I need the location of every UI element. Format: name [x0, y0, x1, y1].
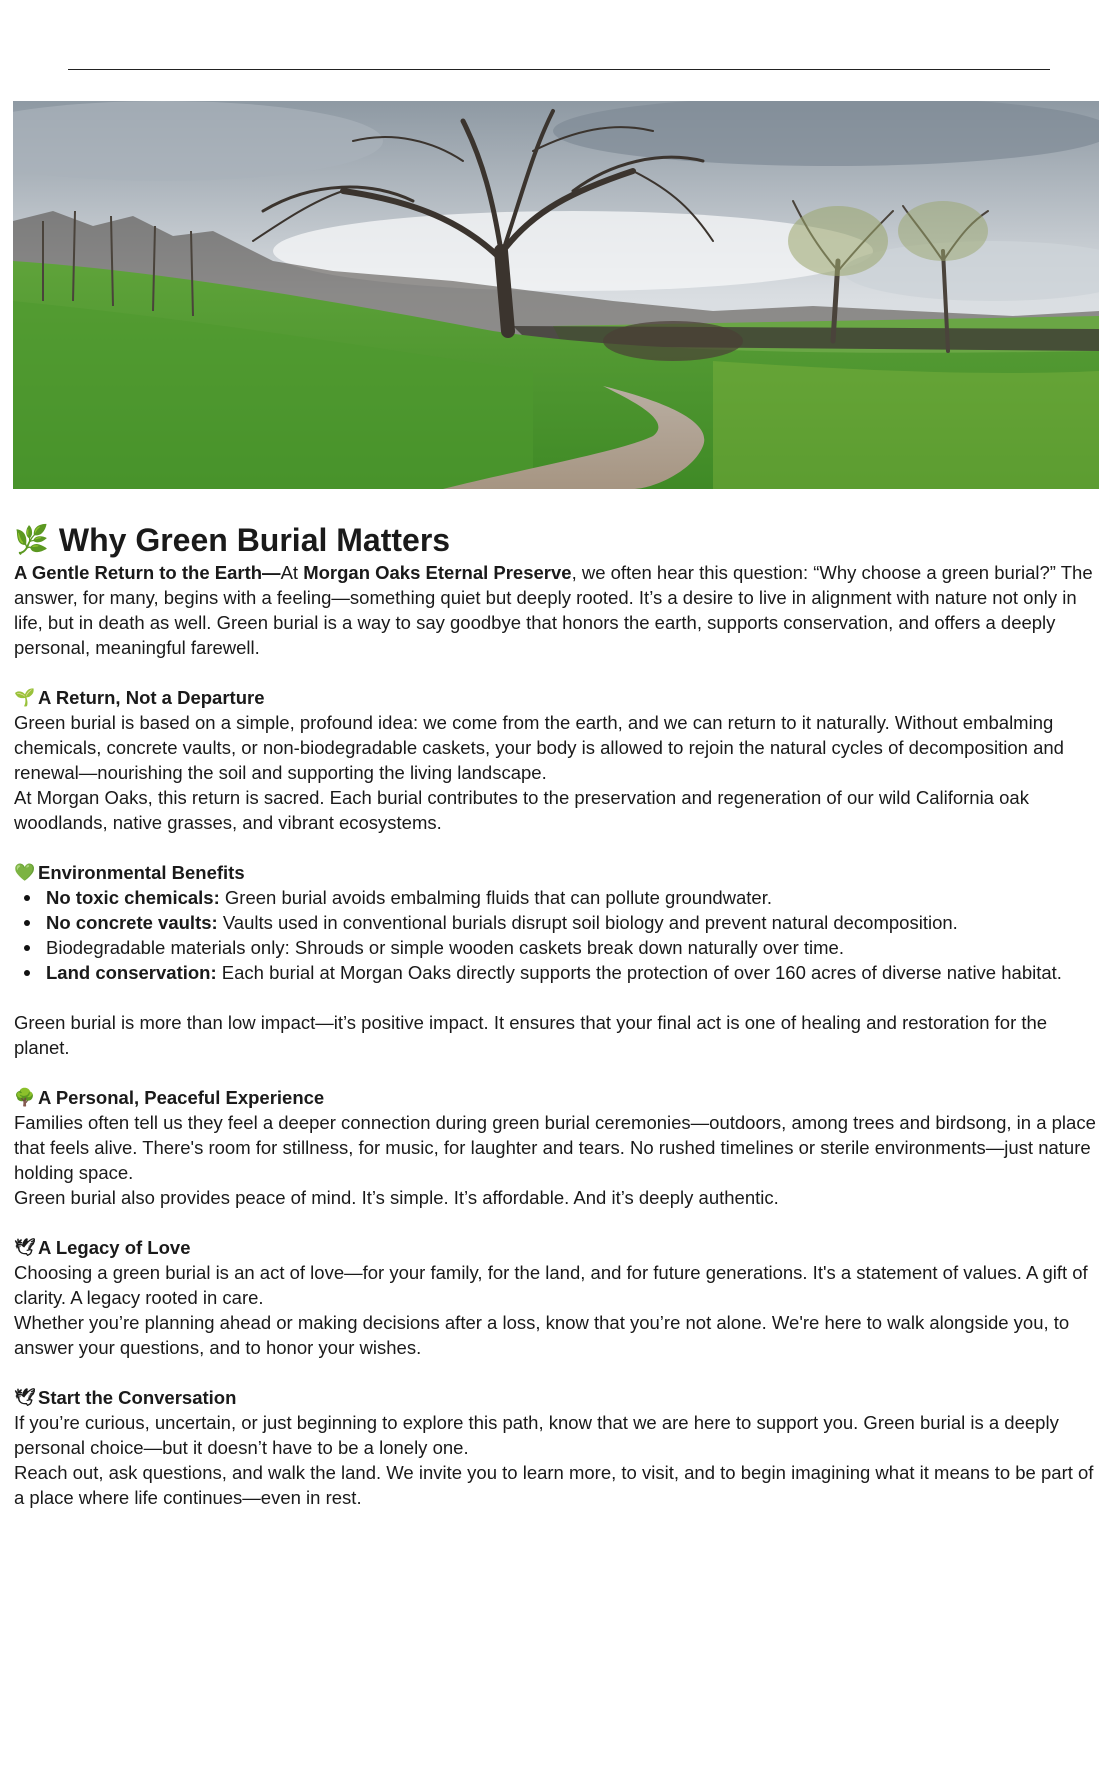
list-item-text: Biodegradable materials only: Shrouds or simple wooden caskets break down naturally over time. — [46, 937, 844, 958]
hero-image — [13, 101, 1099, 489]
intro-lead: A Gentle Return to the Earth— — [14, 562, 281, 583]
list-item — [46, 960, 1104, 985]
section-title-text: A Return, Not a Departure — [38, 687, 265, 708]
intro-text-1: At — [280, 562, 304, 583]
list-item — [46, 885, 1104, 910]
dove-icon: 🕊 — [14, 1388, 36, 1407]
seedling-icon: 🌱 — [14, 688, 36, 707]
personal-paragraph-1: Families often tell us they feel a deeper connection during green burial ceremonies—outdoors, among trees and birdsong, in a place that feels alive. There's room for stillness, for music, for laughter and tears. No rushed timelines or sterile environments—just nature holding space. — [14, 1112, 1096, 1183]
page-title — [14, 520, 1104, 560]
list-item-bold: Land conservation: — [46, 962, 217, 983]
section-title-text: Environmental Benefits — [38, 862, 245, 883]
section-title-return — [14, 685, 1104, 710]
list-item — [46, 935, 1104, 960]
list-item-text: Green burial avoids embalming fluids that can pollute groundwater. — [219, 887, 773, 908]
org-name: Morgan Oaks Eternal Preserve — [303, 562, 572, 583]
tree-icon: 🌳 — [14, 1088, 36, 1107]
list-item-bold: No toxic chemicals: — [46, 887, 220, 908]
article-content — [14, 520, 1104, 1510]
section-title-conversation — [14, 1385, 1104, 1410]
page-title-text: Why Green Burial Matters — [58, 522, 451, 558]
legacy-paragraph-1: Choosing a green burial is an act of love—for your family, for the land, and for future generations. It's a statement of values. A gift of clarity. A legacy rooted in care. — [14, 1262, 1088, 1308]
intro-text-2: , we often hear this question: “Why choose a green burial?” The answer, for many, begins with a feeling—something quiet but deeply rooted. It’s a desire to live in alignment with nature not only in life, but in death as well. Green burial is a way to say goodbye that honors the earth, supports conservation, and offers a deeply personal, meaningful farewell. — [14, 562, 1093, 658]
return-paragraph-2: At Morgan Oaks, this return is sacred. Each burial contributes to the preservation and regeneration of our wild California oak woodlands, native grasses, and vibrant ecosystems. — [14, 787, 1029, 833]
herb-icon: 🌿 — [14, 524, 49, 555]
conversation-paragraph-1: If you’re curious, uncertain, or just beginning to explore this path, know that we are here to support you. Green burial is a deeply personal choice—but it doesn’t have to be a lonely one. — [14, 1412, 1059, 1458]
list-item-text: Each burial at Morgan Oaks directly supports the protection of over 160 acres of diverse native habitat. — [216, 962, 1062, 983]
benefits-list — [14, 885, 1104, 985]
section-title-environment — [14, 860, 1104, 885]
list-item — [46, 910, 1104, 935]
header-rule — [68, 69, 1050, 70]
section-title-text: Start the Conversation — [38, 1387, 237, 1408]
section-title-text: A Personal, Peaceful Experience — [38, 1087, 325, 1108]
list-item-bold: No concrete vaults: — [46, 912, 218, 933]
section-title-legacy — [14, 1235, 1104, 1260]
intro-paragraph — [14, 560, 1104, 660]
dove-icon: 🕊 — [14, 1238, 36, 1257]
environment-closing: Green burial is more than low impact—it’s positive impact. It ensures that your final act is one of healing and restoration for the planet. — [14, 1012, 1048, 1058]
list-item-text: Vaults used in conventional burials disrupt soil biology and prevent natural decomposition. — [217, 912, 958, 933]
return-paragraph-1: Green burial is based on a simple, profound idea: we come from the earth, and we can return to it naturally. Without embalming chemicals, concrete vaults, or non-biodegradable caskets, your body is allowed to rejoin the natural cycles of decomposition and renewal—nourishing the soil and supporting the living landscape. — [14, 712, 1064, 783]
section-title-personal — [14, 1085, 1104, 1110]
personal-paragraph-2: Green burial also provides peace of mind. It’s simple. It’s affordable. And it’s deeply authentic. — [14, 1187, 779, 1208]
section-title-text: A Legacy of Love — [38, 1237, 191, 1258]
conversation-paragraph-2: Reach out, ask questions, and walk the land. We invite you to learn more, to visit, and to begin imagining what it means to be part of a place where life continues—even in rest. — [14, 1462, 1094, 1508]
green-heart-icon: 💚 — [14, 863, 36, 882]
legacy-paragraph-2: Whether you’re planning ahead or making decisions after a loss, know that you’re not alone. We're here to walk alongside you, to answer your questions, and to honor your wishes. — [14, 1312, 1070, 1358]
